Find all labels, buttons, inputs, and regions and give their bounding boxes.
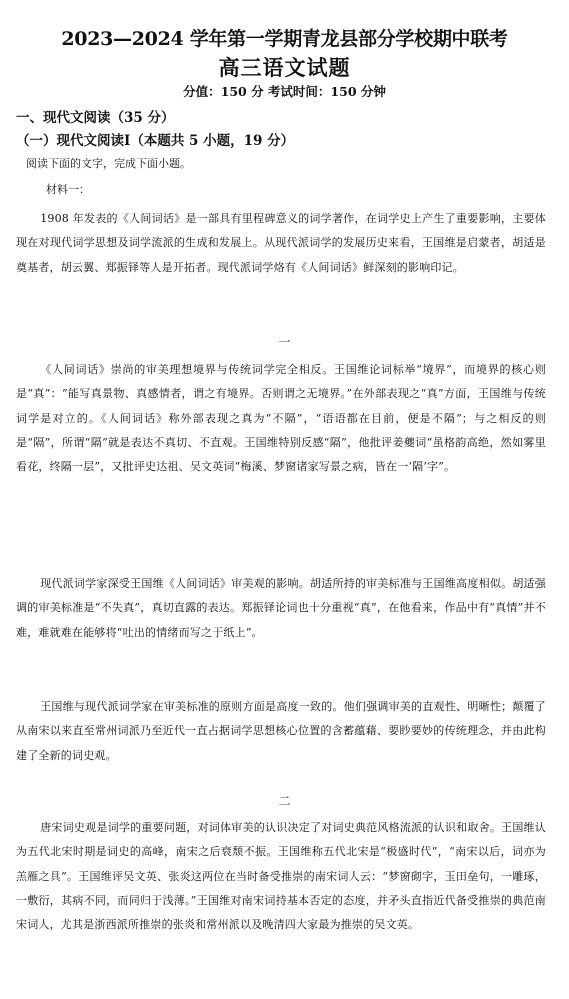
divider-mark: 一	[278, 335, 291, 349]
paragraph-2: 《人间词话》崇尚的审美理想境界与传统词学完全相反。王国维论词标举“境界”，而境界的核心则是“真”：“能写真景物、真感情者，谓之有境界。否则谓之无境界。”在外部表现之“真”方面，王国维与传统词学是对立的。《人间词话》称外部表现之真为“不隔”，“语语都在目前，便是不隔”；与之相反的则是“隔”，所谓“隔”就是表达不真切、不直观。王国维特别反感“隔”，他批评姜夔词“虽格韵高绝，然如雾里看花，终隔一层”，又批评史达祖、吴文英词“梅溪、梦窗诸家写景之病，皆在一‘隔’字”。	[16, 363, 546, 474]
divider-mark: 二	[278, 794, 291, 808]
subsection-heading: （一）现代文阅读Ⅰ（本题共 5 小题，19 分）	[16, 133, 295, 149]
paragraph-1: 1908 年发表的《人间词话》是一部具有里程碑意义的词学著作，在词学史上产生了重要影响，主要体现在对现代词学思想及词学流派的生成和发展上。从现代派词学的发展历史来看，王国维是启蒙者，胡适是奠基者，胡云翼、郑振铎等人是开拓者。现代派词学烙有《人间词话》鲜深刻的影响印记。	[16, 212, 546, 274]
paragraph-5: 唐宋词史观是词学的重要问题，对词体审美的认识决定了对词史典范风格流派的认识和取舍。王国维认为五代北宋时期是词史的高峰，南宋之后衰颓不振。王国维称五代北宋是“极盛时代”，“南宋以后，词亦为羔雁之具”。王国维评吴文英、张炎这两位在当时备受推崇的南宋词人云：“梦窗砌字，玉田垒句，一雕琢，一敷衍，其病不同，而同归于浅薄。”王国维对南宋词持基本否定的态度，并矛头直指近代备受推崇的典范南宋词人，尤其是浙西派所推崇的张炎和常州派以及晚清四大家最为推崇的吴文英。	[16, 821, 546, 932]
instruction-text: 阅读下面的文字，完成下面小题。	[26, 157, 191, 170]
paragraph-3: 现代派词学家深受王国维《人间词话》审美观的影响。胡适所持的审美标准与王国维高度相似。胡适强调的审美标准是“不失真”，真切直露的表达。郑振铎论词也十分重视“真”，在他看来，作品中有“真情”并不难，难就难在能够将“吐出的情绪而写之于纸上”。	[16, 577, 546, 639]
exam-meta: 分值：150 分 考试时间：150 分钟	[183, 84, 386, 99]
section-heading: 一、现代文阅读（35 分）	[16, 110, 175, 126]
material-label: 材料一：	[46, 183, 90, 196]
paragraph-4: 王国维与现代派词学家在审美标准的原则方面是高度一致的。他们强调审美的直观性、明晰性；颠覆了从南宋以来直至常州词派乃至近代一直占据词学思想核心位置的含蓄蕴藉、要眇要妙的传统理念，并由此构建了全新的词史观。	[16, 700, 546, 762]
exam-title: 2023—2024 学年第一学期青龙县部分学校期中联考	[61, 28, 508, 50]
exam-subject-title: 高三语文试题	[218, 55, 351, 80]
